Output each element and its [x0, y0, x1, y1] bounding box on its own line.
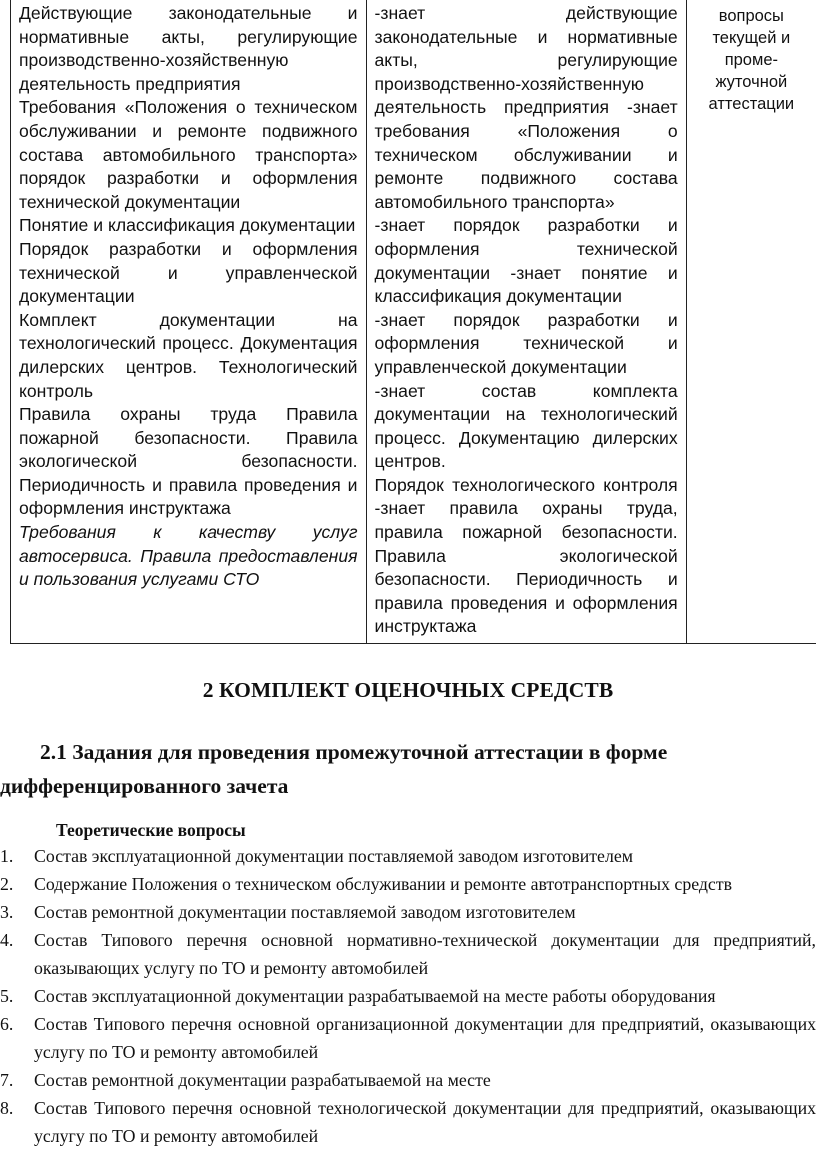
knowledge-paragraph: -знает действующие законодательные и нормативные акты, регулирующие производственно-хозяйственную деятельность предприятия -знает требования «Положения о техническом обслуживании и ремонте подвижного состава автомобильного транспорта»	[374, 3, 678, 212]
list-item	[0, 1094, 816, 1150]
topic-paragraph-italic: Требования к качеству услуг автосервиса. Правила предоставления и пользования услугами СТО	[19, 522, 358, 590]
question-text: Состав ремонтной документации разрабатываемой на месте	[34, 1070, 491, 1090]
question-number: 3.	[0, 902, 14, 922]
question-number: 4.	[0, 930, 14, 950]
list-item	[0, 898, 816, 926]
question-text: Состав Типового перечня основной технологической документации для предприятий, оказывающих услугу по ТО и ремонту автомобилей	[34, 1098, 816, 1146]
question-number: 2.	[0, 874, 14, 894]
question-text: Состав Типового перечня основной нормативно-технической документации для предприятий, оказывающих услугу по ТО и ремонту автомобилей	[34, 930, 816, 978]
question-number: 6.	[0, 1014, 14, 1034]
question-text: Состав эксплуатационной документации поставляемой заводом изготовителем	[34, 846, 633, 866]
knowledge-paragraph: -знает порядок разработки и оформления технической документации -знает понятие и классификация документации	[374, 215, 678, 307]
topic-paragraph: Порядок разработки и оформления технической и управленческой документации	[19, 238, 358, 307]
topic-paragraph: Действующие законодательные и нормативные акты, регулирующие производственно-хозяйственную деятельность предприятия	[19, 3, 358, 94]
list-item	[0, 926, 816, 982]
section-title: 2 КОМПЛЕКТ ОЦЕНОЧНЫХ СРЕДСТВ	[202, 678, 614, 702]
questions-list	[0, 842, 816, 1150]
table-cell-assessment	[686, 0, 816, 644]
subsection-title	[0, 735, 816, 803]
table-cell-topics	[11, 0, 367, 644]
knowledge-paragraph: Порядок технологического контроля -знает правила охраны труда, правила пожарной безопасности. Правила экологической безопасности. Периодичность и правила проведения и оформления инструктажа	[374, 474, 678, 637]
list-item	[0, 870, 816, 898]
competency-table	[10, 0, 816, 644]
theory-questions-label: Теоретические вопросы	[56, 820, 246, 840]
question-text: Состав ремонтной документации поставляемой заводом изготовителем	[34, 902, 576, 922]
table-cell-knowledge	[366, 0, 686, 644]
subsection-title-line: дифференцированного зачета	[0, 774, 289, 798]
question-text: Содержание Положения о техническом обслуживании и ремонте автотранспортных средств	[34, 874, 732, 894]
subsection-title-line: 2.1 Задания для проведения промежуточной аттестации в форме	[40, 740, 668, 764]
topic-paragraph: Требования «Положения о техническом обслуживании и ремонте подвижного состава автомобильного транспорта» порядок разработки и оформления технической документации	[19, 97, 358, 212]
list-item	[0, 1010, 816, 1066]
question-number: 8.	[0, 1098, 14, 1118]
list-item	[0, 982, 816, 1010]
list-item	[0, 842, 816, 870]
list-item	[0, 1066, 816, 1094]
question-text: Состав Типового перечня основной организационной документации для предприятий, оказывающих услугу по ТО и ремонту автомобилей	[34, 1014, 816, 1062]
question-number: 7.	[0, 1070, 14, 1090]
topic-paragraph: Правила охраны труда Правила пожарной безопасности. Правила экологической безопасности. Периодичность и правила проведения и оформления инструктажа	[19, 404, 358, 519]
topic-paragraph: Понятие и классификация документации	[19, 215, 356, 236]
knowledge-paragraph: -знает порядок разработки и оформления технической и управленческой документации	[374, 309, 678, 377]
question-text: Состав эксплуатационной документации разрабатываемой на месте работы оборудования	[34, 986, 716, 1006]
question-number: 1.	[0, 846, 14, 866]
topic-paragraph: Комплект документации на технологический процесс. Документация дилерских центров. Технологический контроль	[19, 309, 358, 401]
table-row	[11, 0, 816, 644]
knowledge-paragraph: -знает состав комплекта документации на технологический процесс. Документацию дилерских центров.	[374, 380, 678, 472]
question-number: 5.	[0, 986, 14, 1006]
assessment-text: вопросы текущей и проме-жуточной аттестации	[708, 7, 795, 113]
